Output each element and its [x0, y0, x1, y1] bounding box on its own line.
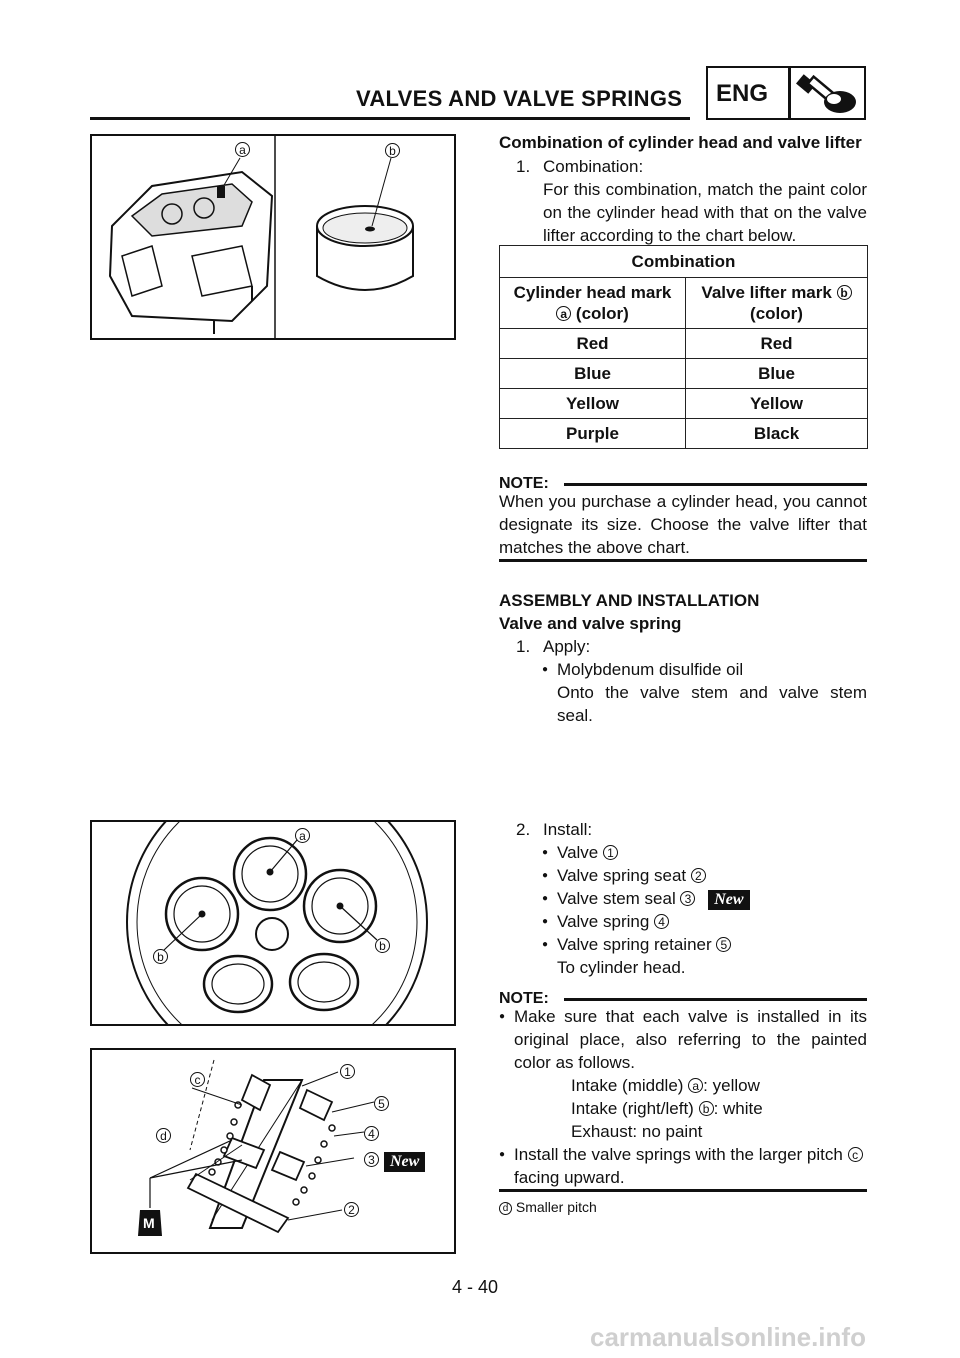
note-text: facing upward. [514, 1168, 625, 1187]
table-cell: Purple [500, 419, 686, 449]
callout-4: 4 [364, 1126, 379, 1141]
watermark: carmanualsonline.info [590, 1322, 866, 1352]
note-item-placement: ● Make sure that each valve is installed in its original place, also referring to the painted color as follows. [514, 1005, 867, 1074]
callout-1: 1 [340, 1064, 355, 1079]
note-text: When you purchase a cylinder head, you cannot designate its size. Choose the valve lifter that matches the above chart. [499, 492, 867, 557]
note-rule-bottom [499, 559, 867, 562]
section-tab [706, 66, 866, 120]
note-label: NOTE: [499, 990, 549, 1007]
page-number: 4 - 40 [452, 1277, 499, 1297]
callout-5: 5 [374, 1096, 389, 1111]
table-cell: Yellow [686, 389, 868, 419]
callout-a: a [235, 142, 250, 157]
callout-b-right: b [375, 938, 390, 953]
value-text: : white [713, 1099, 763, 1118]
item-text: Valve spring [557, 912, 650, 931]
engine-wrench-icon [794, 70, 862, 116]
page-title: VALVES AND VALVE SPRINGS [356, 86, 683, 111]
combination-table [499, 245, 868, 449]
table-row [500, 419, 868, 449]
table-cell: Red [500, 329, 686, 359]
item-text: Valve stem seal [557, 889, 676, 908]
callout-d: d [156, 1128, 171, 1143]
table-row [500, 389, 868, 419]
header-text: Valve lifter mark [701, 283, 832, 302]
lube-icon-label: M [143, 1215, 155, 1231]
install-item-spring [557, 910, 669, 933]
label-text: Intake (right/left) [571, 1099, 694, 1118]
mark-b: b [837, 285, 852, 300]
header-rule [90, 117, 690, 120]
callout-b-left: b [153, 949, 168, 964]
note-rule-top [564, 998, 867, 1001]
mark-c: c [848, 1147, 863, 1162]
step-label: Install: [543, 820, 593, 839]
callout-2: 2 [344, 1202, 359, 1217]
step-label: Combination: [543, 157, 644, 176]
mark-a: a [556, 306, 571, 321]
table-cell: Black [686, 419, 868, 449]
item-number: 2 [691, 868, 706, 883]
figure-valve-positions [90, 820, 456, 1026]
install-item-stem-seal [557, 887, 750, 910]
mark-d: d [499, 1202, 512, 1215]
step-number: 1. [516, 157, 531, 176]
step-number: 2. [516, 820, 531, 839]
mark-a: a [688, 1078, 703, 1093]
assembly-subheading: Valve and valve spring [499, 614, 682, 633]
table-cell: Red [686, 329, 868, 359]
note-label: NOTE: [499, 475, 549, 492]
callout-a: a [295, 828, 310, 843]
cylinder-head-illustration [92, 136, 454, 338]
item-text: Valve spring retainer [557, 935, 712, 954]
item-number: 5 [716, 937, 731, 952]
step-number: 1. [516, 637, 531, 656]
new-part-badge: New [708, 890, 749, 910]
lubricant-description: Onto the valve stem and valve stem seal. [557, 683, 867, 725]
value-text: : yellow [703, 1076, 760, 1095]
item-number: 4 [654, 914, 669, 929]
item-number: 3 [680, 891, 695, 906]
legend-smaller-pitch [499, 1197, 597, 1217]
assembly-heading: ASSEMBLY AND INSTALLATION [499, 591, 760, 610]
new-part-badge: New [384, 1152, 425, 1172]
note-rule-top [564, 483, 867, 486]
header-text: Cylinder head mark [513, 283, 672, 302]
table-row [500, 359, 868, 389]
note-item-pitch [514, 1143, 867, 1189]
table-header-cylinder [500, 278, 686, 329]
color-exhaust: Exhaust: no paint [571, 1122, 703, 1141]
table-cell: Yellow [500, 389, 686, 419]
lubricant-item: ● Molybdenum disulfide oil [557, 658, 743, 681]
table-title: Combination [500, 246, 868, 278]
install-item-retainer [557, 933, 731, 956]
header-text: (color) [750, 304, 803, 323]
section-divider [788, 68, 791, 118]
callout-c: c [190, 1072, 205, 1087]
mark-b: b [699, 1101, 714, 1116]
color-intake-middle [571, 1074, 760, 1097]
callout-3: 3 [364, 1152, 379, 1167]
item-text: Valve [557, 843, 599, 862]
header-text: (color) [575, 304, 629, 323]
item-number: 1 [603, 845, 618, 860]
valve-seats-illustration [92, 822, 454, 1024]
combination-heading: Combination of cylinder head and valve lifter [499, 133, 862, 152]
install-item-valve [557, 841, 618, 864]
table-cell: Blue [686, 359, 868, 389]
table-cell: Blue [500, 359, 686, 389]
section-label: ENG [716, 80, 769, 107]
install-item-spring-seat [557, 864, 706, 887]
figure-valve-assembly [90, 1048, 456, 1254]
figure-cylinder-head-lifter [90, 134, 456, 340]
item-text: Valve spring seat [557, 866, 687, 885]
step-label: Apply: [543, 637, 591, 656]
note-rule-bottom [499, 1189, 867, 1192]
callout-b: b [385, 143, 400, 158]
table-row [500, 329, 868, 359]
label-text: Intake (middle) [571, 1076, 684, 1095]
combination-description: For this combination, match the paint color on the cylinder head with that on the valve lifter according to the chart below. [543, 180, 867, 245]
table-header-lifter [686, 278, 868, 329]
color-intake-side [571, 1097, 763, 1120]
legend-text: Smaller pitch [515, 1199, 597, 1215]
note-text: Install the valve springs with the larger pitch [514, 1145, 843, 1164]
install-description: To cylinder head. [557, 958, 686, 977]
